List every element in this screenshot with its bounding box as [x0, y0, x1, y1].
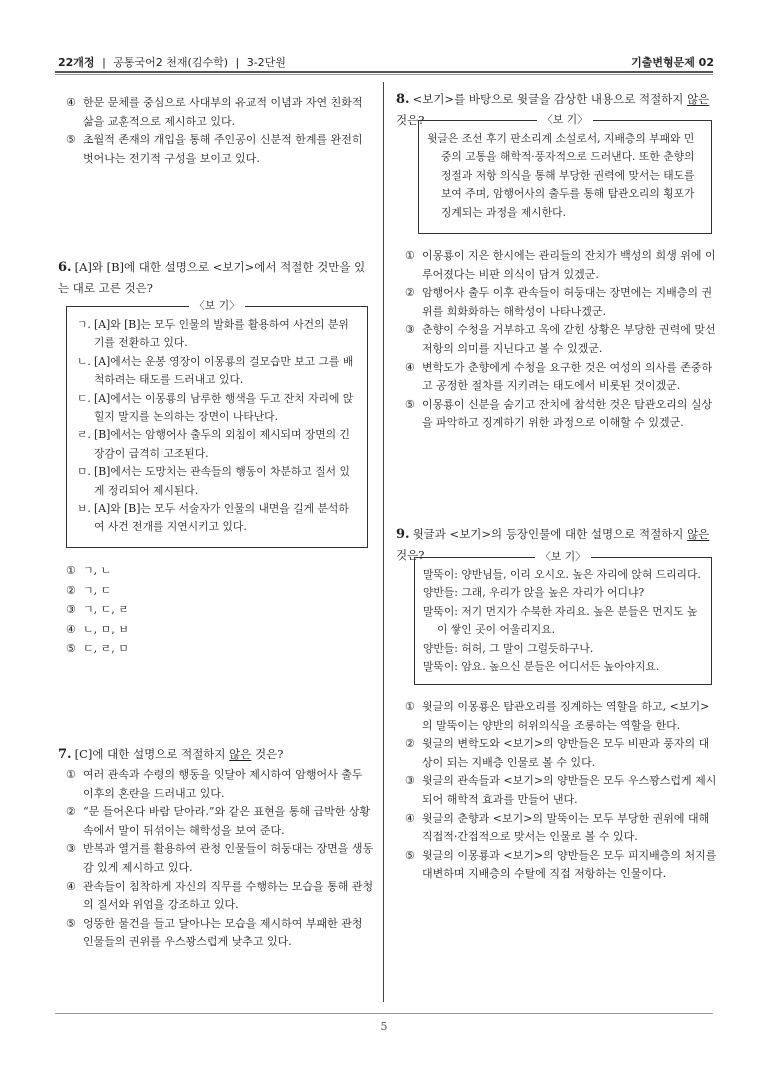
q8-bogi-box	[418, 113, 712, 234]
q5-option-4[interactable]	[66, 94, 374, 131]
q6-stem	[58, 257, 374, 298]
bogi-item-text: [A]에서는 이몽룡의 남루한 행색을 두고 잔치 자리에 앉힐지 말지를 논의하는 장면이 나타난다.	[94, 391, 354, 424]
bogi-title-text: 보 기	[204, 299, 230, 312]
option-marker: ⑤	[66, 133, 76, 147]
bogi-item-mark: ㅂ.	[77, 502, 91, 516]
q7-option-2[interactable]	[66, 803, 374, 840]
option-text: “문 들어온다 바람 닫아라.”와 같은 표현을 통해 급박한 상황 속에서 말이 뒤섞이는 해학성을 보여 준다.	[83, 805, 371, 837]
option-text: 한문 문체를 중심으로 사대부의 유교적 이념과 자연 친화적 삶을 교훈적으로 제시하고 있다.	[83, 96, 363, 128]
option-marker: ①	[405, 249, 415, 262]
q9-option-1[interactable]	[405, 698, 717, 735]
question-number: 9.	[396, 527, 410, 542]
bogi-item	[77, 426, 357, 463]
dialogue-line: 양반들: 그래, 우리가 앉을 높은 자리가 어디냐?	[423, 586, 645, 600]
q7-options	[66, 766, 374, 952]
option-marker: ②	[405, 286, 415, 300]
q7-stem	[58, 744, 374, 765]
option-marker: ①	[405, 700, 415, 713]
q7-option-1[interactable]	[66, 766, 374, 803]
bogi-item-text: [A]와 [B]는 모두 서술자가 인물의 내면을 길게 분석하여 사건 전개를 지연시키고 있다.	[94, 502, 349, 534]
bogi-item-mark: ㄹ.	[77, 428, 91, 442]
bogi-item	[77, 316, 357, 353]
q8-option-5[interactable]	[405, 396, 717, 433]
q6-option-5[interactable]	[66, 639, 366, 659]
q8-options	[405, 247, 717, 433]
header-subject: 공통국어2 천재(김수학)	[113, 56, 228, 69]
option-text: 이몽룡이 신분을 숨기고 잔치에 참석한 것은 탐관오리의 실상을 파악하고 징계하기 위한 과정으로 이해할 수 있겠군.	[422, 397, 713, 430]
option-text: 춘향이 수청을 거부하고 옥에 갇힌 상황은 부당한 권력에 맞선 저항의 의미를 지닌다고 볼 수 있겠군.	[422, 323, 716, 355]
option-marker: ①	[66, 564, 76, 577]
bogi-title-text: 보 기	[552, 113, 578, 126]
bogi-title: 〈보 기〉	[419, 111, 711, 129]
q7-option-4[interactable]	[66, 878, 374, 915]
q5-options	[66, 94, 374, 168]
option-marker: ⑤	[66, 642, 76, 655]
option-marker: ④	[66, 879, 76, 893]
header-grade: 22개정	[58, 56, 95, 69]
q6-bogi-box	[66, 299, 368, 548]
question-text: [C]에 대한 설명으로 적절하지	[74, 747, 230, 761]
option-marker: ③	[66, 842, 76, 856]
option-marker: ④	[405, 811, 415, 825]
option-text: ㄱ, ㄷ	[83, 583, 112, 597]
question-text: 윗글과 <보기>의 등장인물에 대한 설명으로 적절하지	[412, 527, 688, 541]
option-marker: ④	[405, 360, 415, 374]
bogi-title: 〈보 기〉	[67, 297, 367, 315]
option-marker: ④	[66, 96, 76, 109]
bogi-item-mark: ㅁ.	[77, 465, 91, 479]
option-marker: ④	[66, 622, 76, 636]
option-marker: ③	[66, 603, 76, 616]
option-marker: ⑤	[405, 848, 415, 862]
bogi-item-mark: ㄱ.	[77, 318, 91, 331]
question-emphasis: 않은	[229, 747, 252, 761]
option-marker: ③	[405, 323, 415, 337]
option-text: ㄷ, ㄹ, ㅁ	[83, 642, 129, 655]
bogi-item-text: [B]에서는 암행어사 출두의 외침이 제시되며 장면의 긴장감이 급격히 고조된다.	[94, 428, 350, 460]
option-text: ㄴ, ㅁ, ㅂ	[83, 622, 129, 636]
option-text: 윗글의 변학도와 <보기>의 양반들은 모두 비판과 풍자의 대상이 되는 지배층 인물로 볼 수 있다.	[422, 737, 710, 769]
option-marker: ①	[66, 768, 76, 781]
option-text: 변학도가 춘향에게 수청을 요구한 것은 여성의 의사를 존중하고 공정한 절차를 지키려는 태도에서 비롯된 것이겠군.	[422, 360, 713, 393]
dialogue-line: 양반들: 허허, 그 말이 그럴듯하구나.	[423, 641, 594, 655]
bogi-item	[77, 390, 357, 427]
question-text-end: 것은?	[396, 113, 425, 127]
q9-option-2[interactable]	[405, 735, 717, 772]
page-number: 5	[380, 1020, 388, 1033]
q8-option-1[interactable]	[405, 247, 717, 284]
option-text: 초월적 존재의 개입을 통해 주인공이 신분적 한계를 완전히 벗어나는 전기적 구성을 보이고 있다.	[83, 133, 363, 165]
question-number: 6.	[58, 260, 72, 275]
bogi-item-text: [A]와 [B]는 모두 인물의 발화를 활용하여 사건의 분위기를 전환하고 있다.	[94, 318, 349, 350]
option-text: 암행어사 출두 이후 관속들이 허둥대는 장면에는 지배층의 권위를 희화화하는 해학성이 나타나겠군.	[422, 286, 713, 318]
q9-option-4[interactable]	[405, 810, 717, 847]
option-marker: ②	[66, 583, 76, 597]
q6-options	[66, 561, 366, 659]
option-text: 여러 관속과 수령의 행동을 잇달아 제시하여 암행어사 출두 이후의 혼란을 드러내고 있다.	[83, 768, 363, 800]
bogi-item-mark: ㄴ.	[77, 354, 91, 368]
q5-option-5[interactable]	[66, 131, 374, 168]
header-rule-thin	[55, 74, 713, 75]
question-text-end: 것은?	[251, 747, 284, 761]
q6-option-1[interactable]	[66, 561, 366, 581]
option-text: 관속들이 침착하게 자신의 직무를 수행하는 모습을 통해 관청의 질서와 위엄을 강조하고 있다.	[83, 879, 374, 912]
q6-option-3[interactable]	[66, 600, 366, 620]
q7-option-5[interactable]	[66, 915, 374, 952]
header-unit: 3-2단원	[246, 56, 286, 69]
q6-option-2[interactable]	[66, 581, 366, 601]
q7-option-3[interactable]	[66, 840, 374, 877]
bogi-item-text: [A]에서는 운봉 영장이 이몽룡의 걸모습만 보고 그를 배척하려는 태도를 드러내고 있다.	[94, 354, 354, 387]
q9-option-3[interactable]	[405, 772, 717, 809]
header-title: 기출변형문제 02	[631, 56, 714, 69]
option-text: 윗글의 관속들과 <보기>의 양반들은 모두 우스꽝스럽게 제시되어 해학적 효과를 만들어 낸다.	[422, 774, 717, 806]
q8-option-3[interactable]	[405, 321, 717, 358]
q8-option-4[interactable]	[405, 359, 717, 396]
option-text: ㄱ, ㄷ, ㄹ	[83, 603, 129, 616]
option-marker: ⑤	[405, 397, 415, 411]
question-emphasis: 않은	[687, 92, 710, 106]
option-text: ㄱ, ㄴ	[83, 564, 112, 577]
bogi-dialogue	[415, 558, 711, 676]
question-emphasis: 않은	[687, 527, 710, 541]
bogi-item	[77, 500, 357, 537]
column-divider	[383, 82, 384, 1002]
header-left	[58, 54, 286, 70]
question-number: 8.	[396, 92, 410, 107]
option-text: 윗글의 이몽룡과 <보기>의 양반들은 모두 피지배층의 처지를 대변하며 지배층의 수탈에 직접 저항하는 인물이다.	[422, 848, 717, 881]
bogi-items	[67, 307, 367, 537]
q9-option-5[interactable]	[405, 847, 717, 884]
option-marker: ②	[405, 737, 415, 751]
question-number: 7.	[58, 747, 72, 762]
question-text: [A]와 [B]에 대한 설명으로 <보기>에서 적절한 것만을 있는 대로 고른 것은?	[58, 260, 366, 295]
option-marker: ②	[66, 805, 76, 819]
header-sep: |	[102, 56, 106, 69]
bogi-title-text: 보 기	[550, 550, 576, 563]
header-sep: |	[235, 56, 240, 69]
option-marker: ⑤	[66, 916, 76, 930]
bogi-title: 〈보 기〉	[415, 548, 711, 566]
header-rule	[55, 71, 713, 73]
question-text: <보기>를 바탕으로 윗글을 감상한 내용으로 적절하지	[412, 92, 688, 106]
dialogue-line: 말뚝이: 암요. 높으신 분들은 어디서든 높아야지요.	[423, 660, 660, 674]
footer-rule	[55, 1013, 713, 1014]
option-text: 윗글의 이몽룡은 탐관오리를 징계하는 역할을 하고, <보기>의 말뚝이는 양반의 허위의식을 조롱하는 역할을 한다.	[422, 700, 710, 732]
bogi-text: 윗글은 조선 후기 판소리계 소설로서, 지배층의 부패와 민중의 고통을 해학적·풍자적으로 드러낸다. 또한 춘향의 정절과 저항 의식을 통해 부당한 권력에 맞서는 태도를 보여 주며, 암행어사의 출두를 통해 탐관오리의 횡포가 징계되는 과정을 제시한다.	[427, 132, 695, 219]
bogi-item	[77, 353, 357, 390]
question-text-end: 것은?	[396, 548, 425, 562]
q9-options	[405, 698, 717, 884]
option-text: 엉뚱한 물건을 들고 달아나는 모습을 제시하여 부패한 관청 인물들의 권위를 우스꽝스럽게 낮추고 있다.	[83, 916, 363, 949]
q8-option-2[interactable]	[405, 284, 717, 321]
bogi-item-mark: ㄷ.	[77, 391, 91, 405]
option-text: 반복과 열거를 활용하여 관청 인물들이 허둥대는 장면을 생동감 있게 제시하고 있다.	[83, 842, 374, 874]
dialogue-line: 말뚝이: 양반님들, 이리 오시오. 높은 자리에 앉혀 드리리다.	[423, 568, 701, 581]
dialogue-line: 말뚝이: 저기 먼지가 수북한 자리요. 높은 분들은 먼지도 높이 쌓인 곳이 어울리지요.	[423, 604, 698, 637]
q9-bogi-box	[414, 550, 712, 685]
option-marker: ③	[405, 774, 415, 788]
option-text: 윗글의 춘향과 <보기>의 말뚝이는 모두 부당한 권위에 대해 직접적·간접적으로 맞서는 인물로 볼 수 있다.	[422, 811, 710, 844]
option-text: 이몽룡이 지은 한시에는 관리들의 잔치가 백성의 희생 위에 이루어졌다는 비판 의식이 담겨 있겠군.	[422, 249, 716, 281]
q6-option-4[interactable]	[66, 620, 366, 640]
bogi-item-text: [B]에서는 도망치는 관속들의 행동이 차분하고 질서 있게 정리되어 제시된다.	[94, 465, 350, 497]
bogi-item	[77, 463, 357, 500]
